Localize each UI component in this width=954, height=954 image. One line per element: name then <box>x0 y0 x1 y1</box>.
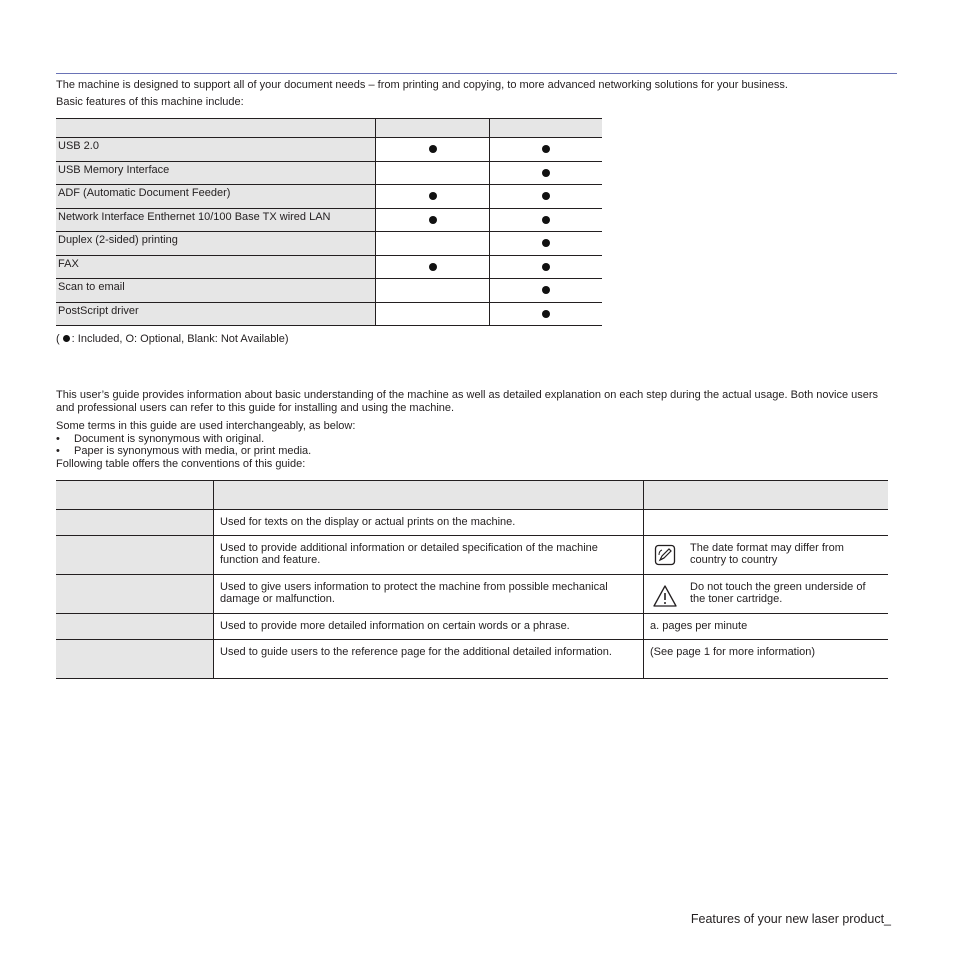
legend-text: : Included, O: Optional, Blank: Not Available) <box>71 333 289 345</box>
convention-example <box>643 510 888 535</box>
conventions-lead: Following table offers the conventions of this guide: <box>56 458 306 470</box>
features-legend <box>56 333 289 346</box>
convention-example-cell <box>643 536 888 574</box>
table-row <box>56 510 888 536</box>
page-footer: Features of your new laser product_ <box>690 912 891 926</box>
included-dot-icon <box>429 145 437 153</box>
table-row <box>56 209 602 233</box>
convention-description: Used to provide more detailed information on certain words or a phrase. <box>213 614 643 639</box>
feature-label: USB 2.0 <box>56 138 375 161</box>
feature-label: Scan to email <box>56 279 375 302</box>
included-dot-icon <box>542 216 550 224</box>
conventions-table <box>56 480 888 679</box>
note-icon <box>654 544 676 566</box>
convention-description: Used to guide users to the reference page for the additional detailed information. <box>213 640 643 678</box>
conventions-table-header <box>56 480 888 510</box>
table-row <box>56 162 602 186</box>
intro-text: The machine is designed to support all of your document needs – from printing and copying, to more advanced networking solutions for your business. <box>56 79 788 91</box>
table-row <box>56 138 602 162</box>
bullet-icon: • <box>56 433 60 445</box>
included-dot-icon <box>542 145 550 153</box>
included-dot-icon <box>542 169 550 177</box>
section-divider <box>56 73 897 74</box>
feature-label: ADF (Automatic Document Feeder) <box>56 185 375 208</box>
convention-description: Used to give users information to protect the machine from possible mechanical damage or malfunction. <box>213 575 643 613</box>
feature-label: FAX <box>56 256 375 279</box>
convention-description: Used to provide additional information or detailed specification of the machine function and feature. <box>213 536 643 574</box>
included-dot-icon <box>429 216 437 224</box>
list-item: • Document is synonymous with original. <box>56 433 265 445</box>
feature-label: PostScript driver <box>56 303 375 326</box>
table-row <box>56 640 888 679</box>
table-row <box>56 185 602 209</box>
list-item: • Paper is synonymous with media, or print media. <box>56 445 312 457</box>
table-row <box>56 256 602 280</box>
convention-example: (See page 1 for more information) <box>643 640 888 678</box>
table-row <box>56 279 602 303</box>
included-dot-icon <box>429 192 437 200</box>
feature-label: USB Memory Interface <box>56 162 375 185</box>
terms-lead: Some terms in this guide are used interchangeably, as below: <box>56 420 356 432</box>
legend-open: ( <box>56 333 60 345</box>
included-dot-icon <box>542 310 550 318</box>
features-table <box>56 118 602 326</box>
convention-example-cell <box>643 575 888 613</box>
table-row <box>56 303 602 327</box>
convention-example: Do not touch the green underside of the toner cartridge. <box>690 581 866 605</box>
included-dot-icon <box>542 192 550 200</box>
included-dot-icon <box>429 263 437 271</box>
convention-description: Used for texts on the display or actual prints on the machine. <box>213 510 643 535</box>
included-dot-icon <box>542 239 550 247</box>
included-dot-icon <box>542 263 550 271</box>
table-row <box>56 536 888 575</box>
included-dot-icon <box>542 286 550 294</box>
table-row <box>56 575 888 614</box>
convention-example: a. pages per minute <box>643 614 888 639</box>
feature-label: Duplex (2-sided) printing <box>56 232 375 255</box>
legend-dot-icon <box>63 335 70 342</box>
features-table-header <box>56 118 602 138</box>
feature-label: Network Interface Enthernet 10/100 Base TX wired LAN <box>56 209 375 232</box>
table-row <box>56 614 888 640</box>
bullet-icon: • <box>56 445 60 457</box>
convention-example: The date format may differ from country to country <box>690 542 844 566</box>
intro-features-lead: Basic features of this machine include: <box>56 96 244 108</box>
guide-intro: This user’s guide provides information about basic understanding of the machine as well as detailed explanation on each step during the actual usage. Both novice users and professional users can refer to this guide for installing and using the machine. <box>56 389 879 414</box>
caution-icon <box>653 584 677 608</box>
table-row <box>56 232 602 256</box>
